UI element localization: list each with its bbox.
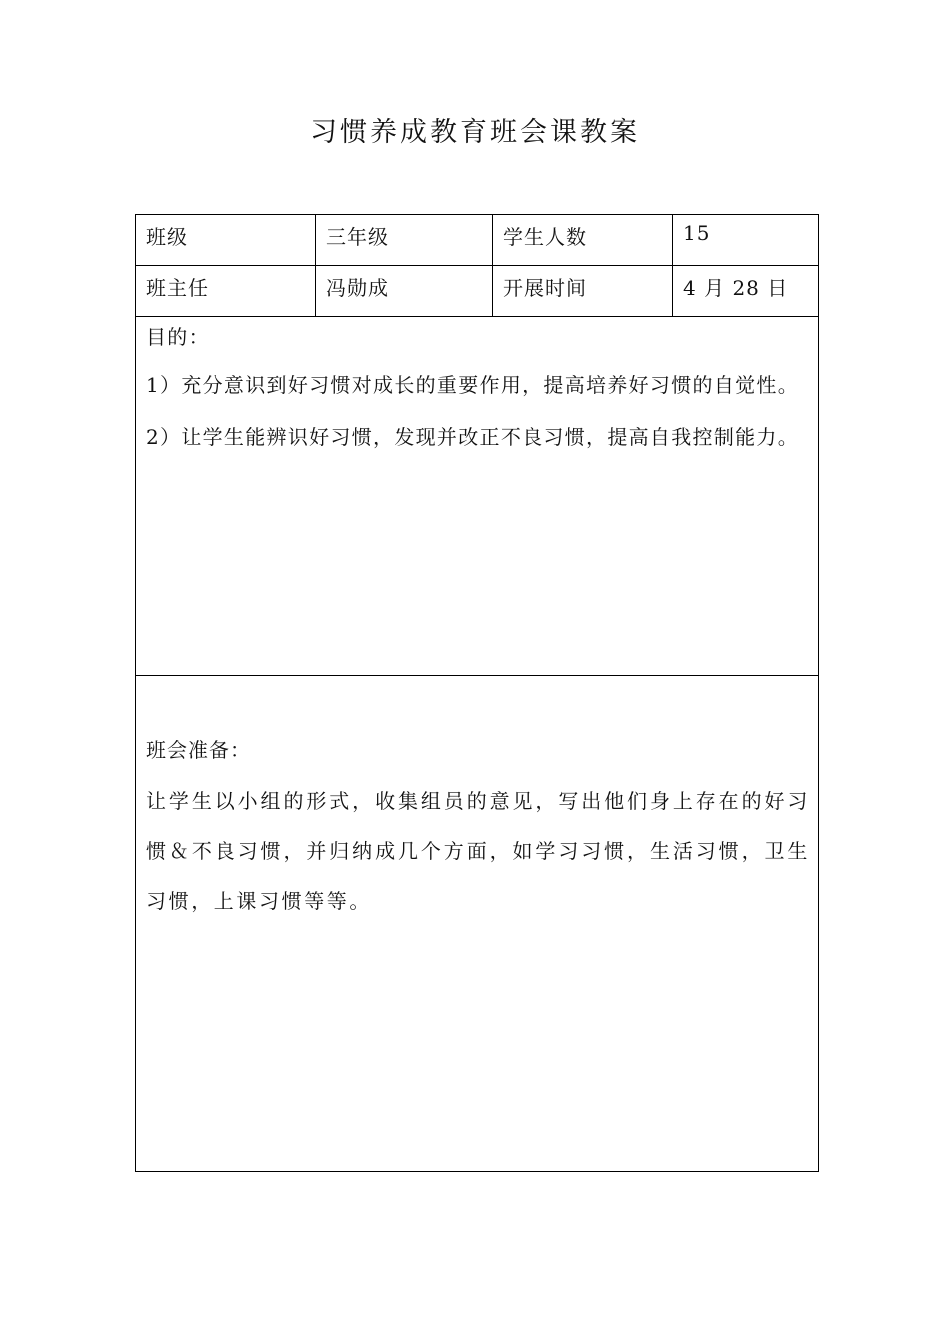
student-count-value: 15 — [683, 221, 711, 245]
date-value: 4 月 28 日 — [683, 276, 789, 300]
preparation-section — [136, 676, 818, 1173]
document-title: 习惯养成教育班会课教案 — [310, 117, 640, 148]
info-row-class — [136, 215, 818, 266]
class-value: 三年级 — [316, 215, 493, 265]
teacher-label: 班主任 — [136, 266, 316, 316]
purpose-heading: 目的： — [146, 325, 210, 349]
info-row-teacher — [136, 266, 818, 317]
preparation-heading: 班会准备： — [146, 738, 251, 762]
lesson-plan-table — [135, 214, 819, 1172]
teacher-value: 冯勋成 — [316, 266, 493, 316]
purpose-item: 1）充分意识到好习惯对成长的重要作用，提高培养好习惯的自觉性。 — [146, 373, 800, 397]
purpose-section — [136, 317, 818, 676]
purpose-item: 2）让学生能辨识好习惯，发现并改正不良习惯，提高自我控制能力。 — [146, 425, 800, 449]
class-label: 班级 — [136, 215, 316, 265]
preparation-text: 让学生以小组的形式，收集组员的意见，写出他们身上存在的好习惯＆不良习惯，并归纳成几个方面，如学习习惯，生活习惯，卫生习惯，上课习惯等等。 — [146, 789, 810, 913]
date-label: 开展时间 — [493, 266, 673, 316]
student-count-label: 学生人数 — [493, 215, 673, 265]
